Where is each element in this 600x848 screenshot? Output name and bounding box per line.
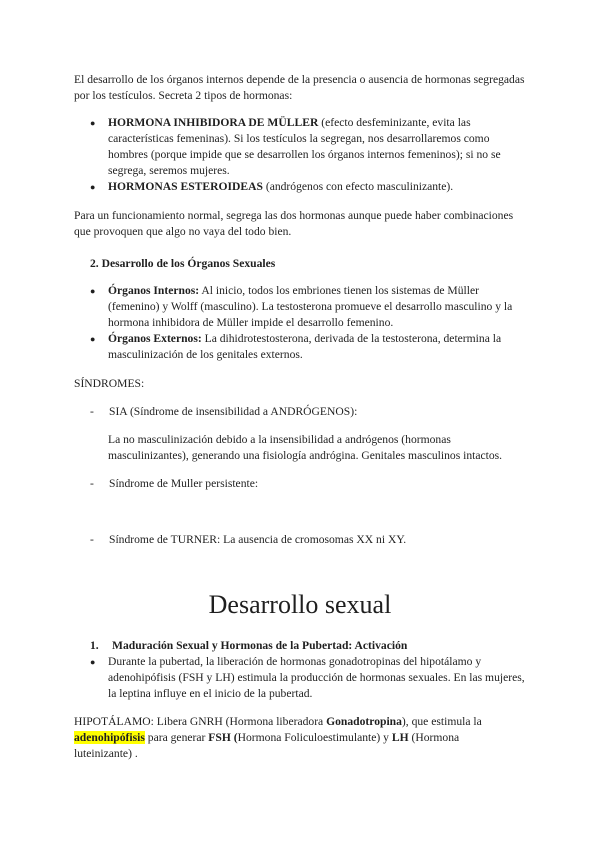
text-run: para generar — [144, 731, 209, 744]
heading-text: Maduración Sexual y Hormonas de la Pubertad: Activación — [112, 639, 408, 652]
organ-description: Al inicio, todos los embriones tienen los sistemas de Müller (femenino) y Wolff (masculino). La testosterona promueve el desarrollo masculino y la hormona inhibidora de Müller impide el desarrollo femenino. — [108, 284, 513, 329]
hormone-name: HORMONAS ESTEROIDEAS — [108, 180, 263, 193]
organ-label: Órganos Externos: — [108, 332, 202, 345]
bold-run: FSH ( — [208, 731, 238, 744]
hormone-description: (efecto desfeminizante, evita las características femeninas). Si los testículos la segregan, nos desarrollaremos como hombres (porque impide que se desarrollen los órganos internos femeninos); si no se segrega, seremos mujeres. — [108, 116, 501, 177]
list-item — [90, 654, 530, 702]
bold-run: Gonadotropina — [326, 715, 402, 728]
sia-detail: La no masculinización debido a la insensibilidad a andrógenos (hormonas masculinizantes), generando una fisiología andrógina. Genitales masculinos intactos. — [108, 433, 503, 462]
bullet-icon: ● — [90, 182, 96, 192]
text-run: HIPOTÁLAMO: Libera GNRH (Hormona liberadora — [74, 715, 327, 728]
section-heading: 2. Desarrollo de los Órganos Sexuales — [90, 257, 276, 270]
list-item — [90, 331, 530, 363]
hormone-list — [90, 115, 530, 195]
puberty-list — [90, 654, 530, 702]
list-item — [90, 179, 530, 195]
organ-label: Órganos Internos: — [108, 284, 200, 297]
organ-description: La dihidrotestosterona, derivada de la testosterona, determina la masculinización de los genitales externos. — [108, 332, 502, 361]
dash-marker: - — [90, 477, 94, 490]
dash-marker: - — [90, 405, 94, 418]
bullet-icon: ● — [90, 657, 96, 667]
bullet-icon: ● — [90, 334, 96, 344]
syndrome-text: SIA (Síndrome de insensibilidad a ANDRÓGENOS): — [109, 405, 358, 418]
section-title: Desarrollo sexual — [208, 590, 392, 619]
text-run: Hormona Foliculoestimulante) y — [237, 731, 392, 744]
hypothalamus-paragraph — [74, 714, 514, 762]
hormone-name: HORMONA INHIBIDORA DE MÜLLER — [108, 116, 319, 129]
syndrome-text: Síndrome de TURNER: La ausencia de cromosomas XX ni XY. — [109, 533, 407, 546]
syndromes-label: SÍNDROMES: — [74, 377, 145, 390]
syndrome-text: Síndrome de Muller persistente: — [109, 477, 259, 490]
bullet-icon: ● — [90, 118, 96, 128]
highlighted-term: adenohipófisis — [74, 731, 145, 744]
bold-run: LH — [391, 731, 409, 744]
text-run: (Hormona luteinizante) . — [74, 731, 460, 760]
dash-marker: - — [90, 533, 94, 546]
numbered-heading — [90, 638, 407, 654]
list-item — [90, 283, 530, 331]
bullet-icon: ● — [90, 286, 96, 296]
text-run: ), que estimula la — [401, 715, 482, 728]
list-item — [90, 115, 530, 179]
intro-paragraph: El desarrollo de los órganos internos depende de la presencia o ausencia de hormonas segregadas por los testículos. Secreta 2 tipos de hormonas: — [74, 73, 525, 102]
puberty-text: Durante la pubertad, la liberación de hormonas gonadotropinas del hipotálamo y adenohipófisis (FSH y LH) estimula la producción de hormonas sexuales. En las mujeres, la leptina influye en el inicio de la pubertad. — [108, 655, 525, 700]
normal-function-paragraph: Para un funcionamiento normal, segrega las dos hormonas aunque puede haber combinaciones que provoquen que algo no vaya del todo bien. — [74, 209, 514, 238]
hormone-description: (andrógenos con efecto masculinizante). — [262, 180, 454, 193]
organs-list — [90, 283, 530, 363]
heading-number: 1. — [90, 639, 99, 652]
